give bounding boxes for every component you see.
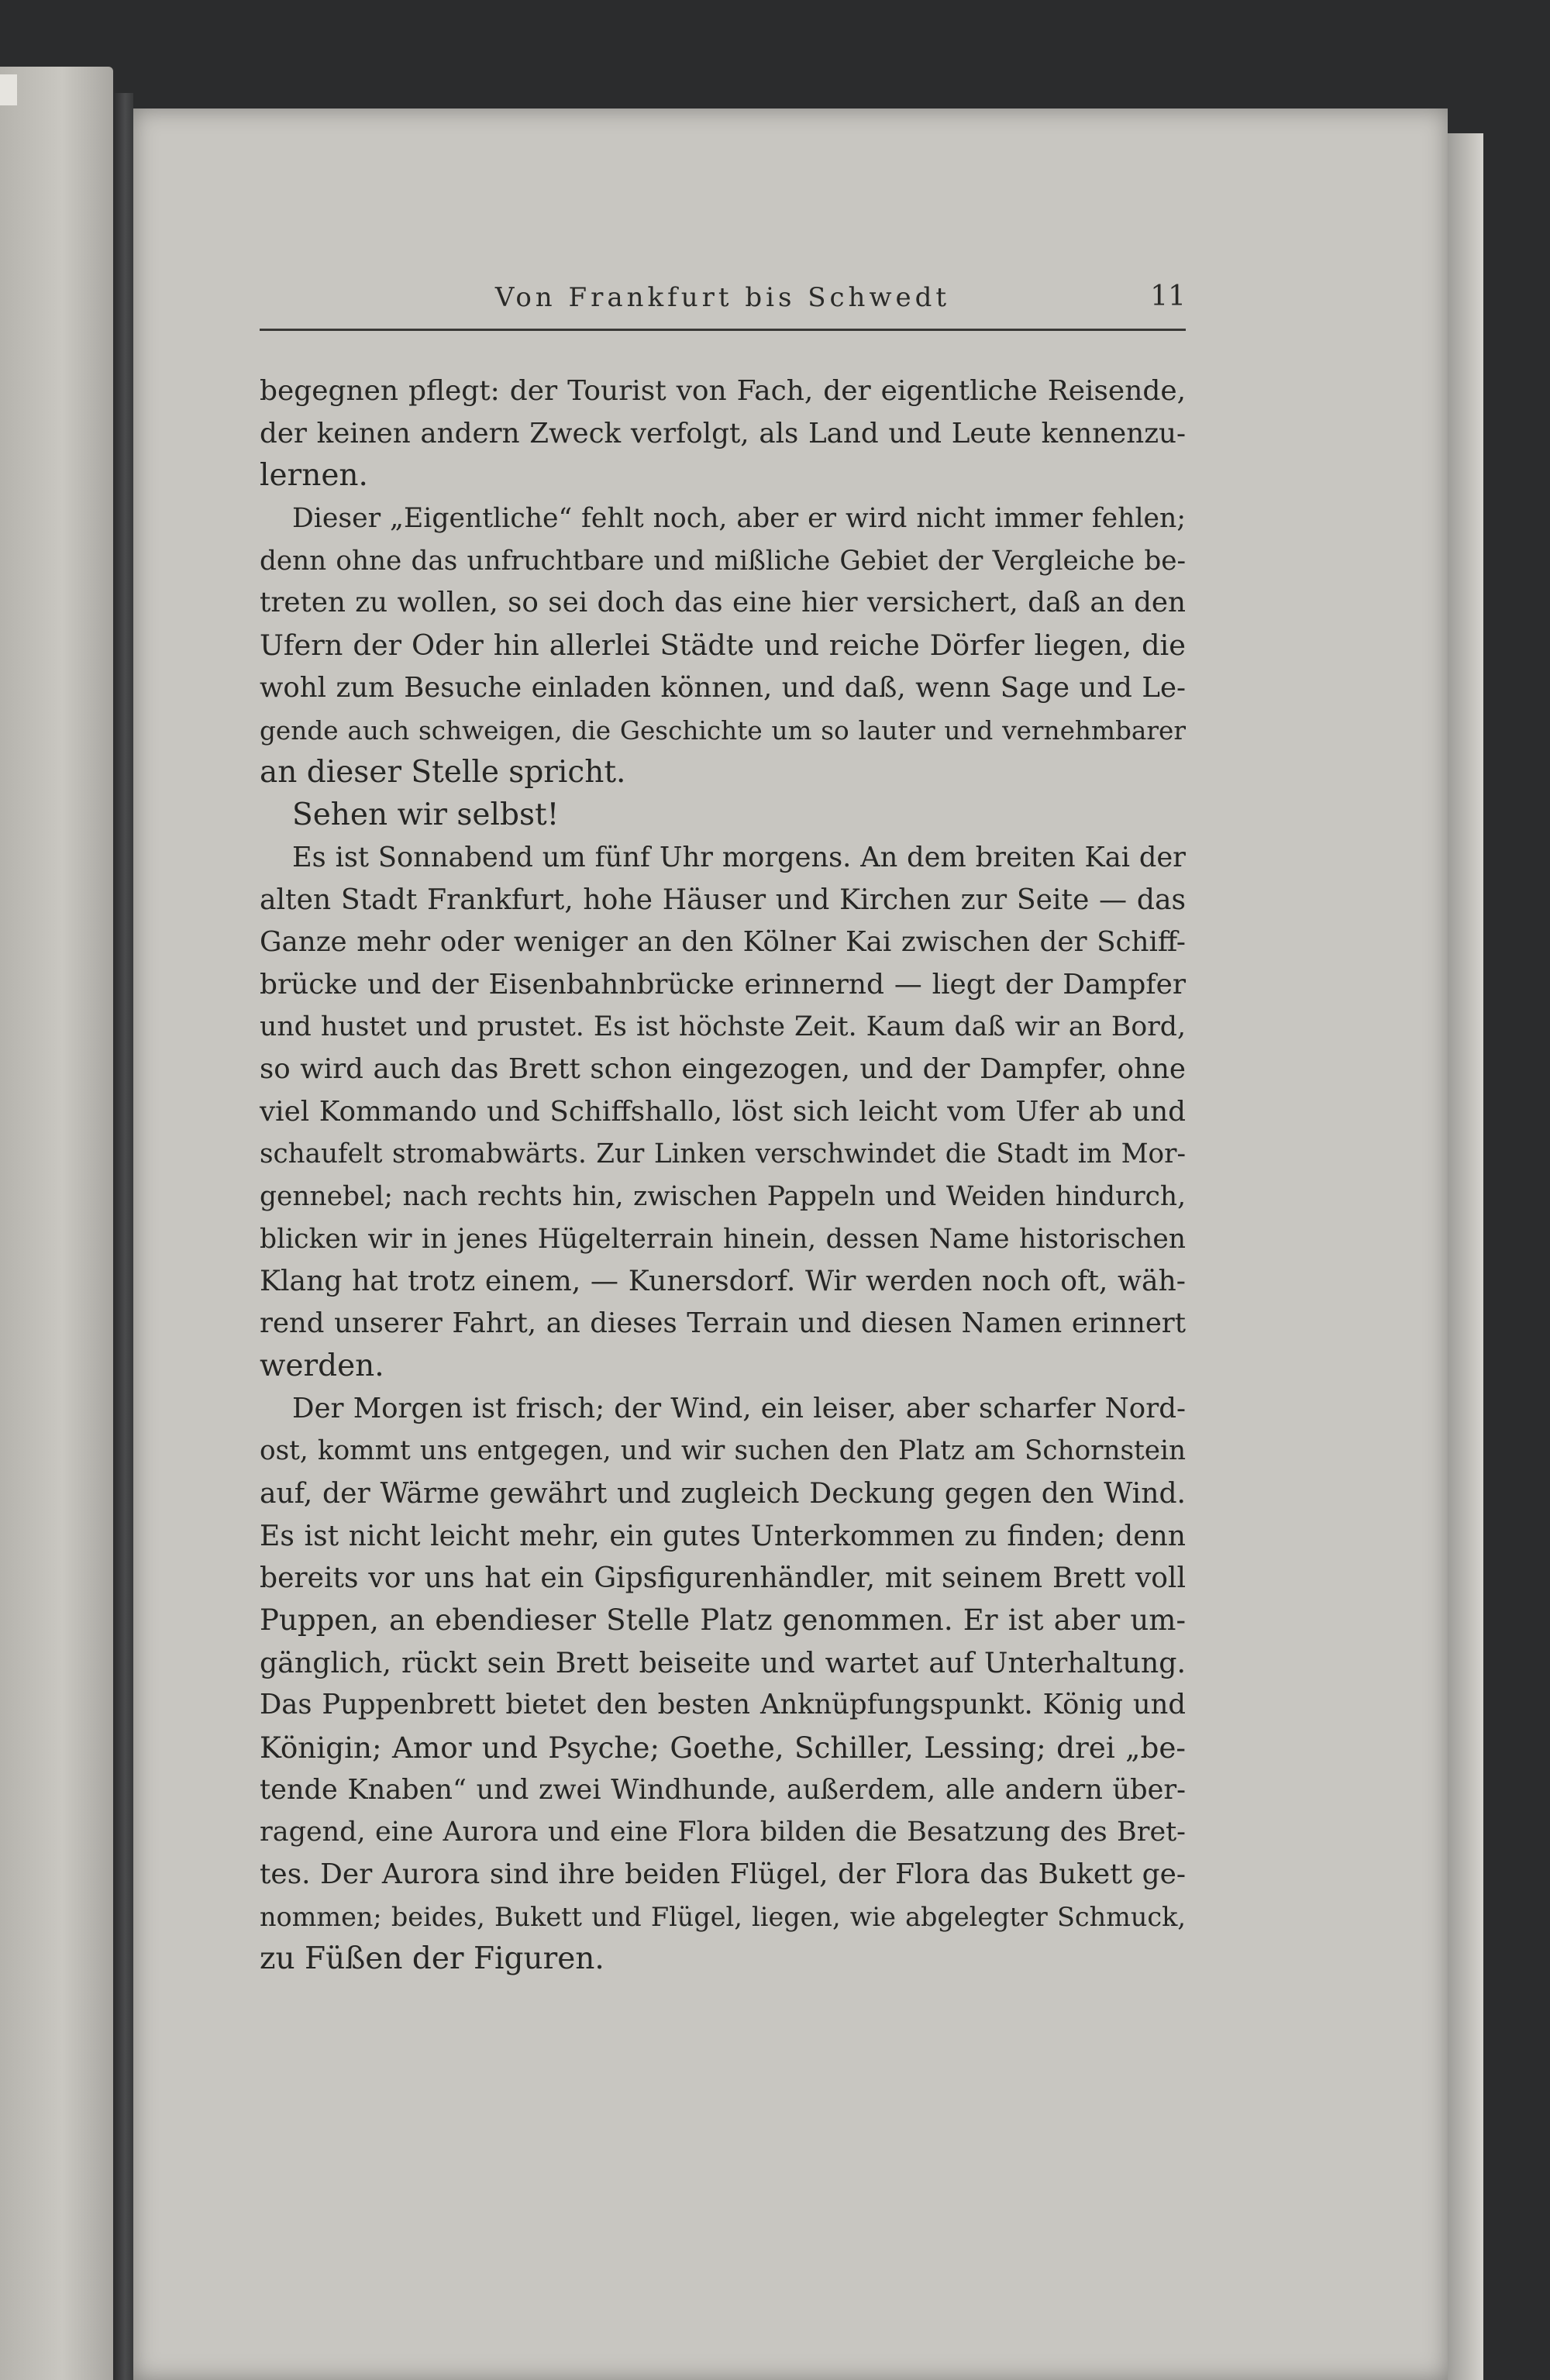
- text-line: Puppen, an ebendieser Stelle Platz genommen. Er ist aber um-: [260, 1603, 1186, 1637]
- text-line: nommen; beides, Bukett und Flügel, liegen, wie abgelegter Schmuck,: [260, 1901, 1186, 1932]
- text-line: rend unserer Fahrt, an dieses Terrain und diesen Namen erinnert: [260, 1307, 1186, 1340]
- text-line: Das Puppenbrett bietet den besten Anknüpfungspunkt. König und: [260, 1689, 1186, 1721]
- text-line: wohl zum Besuche einladen können, und daß, wenn Sage und Le-: [260, 671, 1186, 704]
- text-line: Der Morgen ist frisch; der Wind, ein leiser, aber scharfer Nord-: [292, 1392, 1186, 1424]
- text-line: treten zu wollen, so sei doch das eine hier versichert, daß an den: [260, 587, 1186, 619]
- text-line: der keinen andern Zweck verfolgt, als Land und Leute kennenzu-: [260, 417, 1186, 449]
- text-line: ost, kommt uns entgegen, und wir suchen den Platz am Schornstein: [260, 1435, 1186, 1467]
- text-line: so wird auch das Brett schon eingezogen, und der Dampfer, ohne: [260, 1053, 1186, 1085]
- text-line: alten Stadt Frankfurt, hohe Häuser und Kirchen zur Seite — das: [260, 883, 1186, 917]
- text-line: lernen.: [260, 458, 368, 494]
- text-line: tes. Der Aurora sind ihre beiden Flügel, der Flora das Bukett ge-: [260, 1858, 1186, 1891]
- text-line: denn ohne das unfruchtbare und mißliche Gebiet der Vergleiche be-: [260, 545, 1186, 577]
- text-line: gende auch schweigen, die Geschichte um so lauter und vernehmbarer: [260, 715, 1186, 746]
- book-gutter: [113, 93, 133, 2380]
- page-stack-edge: [1448, 133, 1483, 2380]
- text-line: Es ist Sonnabend um fünf Uhr morgens. An dem breiten Kai der: [292, 841, 1186, 873]
- text-line: Ganze mehr oder weniger an den Kölner Kai zwischen der Schiff-: [260, 925, 1186, 958]
- text-line: schaufelt stromabwärts. Zur Linken verschwindet die Stadt im Mor-: [260, 1138, 1186, 1170]
- page-number: 11: [1150, 281, 1186, 312]
- text-line: Sehen wir selbst!: [292, 797, 560, 832]
- text-line: brücke und der Eisenbahnbrücke erinnernd — liegt der Dampfer: [260, 968, 1186, 1001]
- text-line: Dieser „Eigentliche“ fehlt noch, aber er wird nicht immer fehlen;: [292, 503, 1186, 535]
- text-line: werden.: [260, 1348, 384, 1383]
- text-line: an dieser Stelle spricht.: [260, 755, 626, 790]
- text-line: ragend, eine Aurora und eine Flora bilden die Besatzung des Bret-: [260, 1817, 1186, 1848]
- page-header: [260, 274, 1186, 331]
- text-line: gennebel; nach rechts hin, zwischen Pappeln und Weiden hindurch,: [260, 1181, 1186, 1213]
- facing-page-edge: [0, 67, 113, 2380]
- text-line: Königin; Amor und Psyche; Goethe, Schiller, Lessing; drei „be-: [260, 1731, 1186, 1765]
- text-line: und hustet und prustet. Es ist höchste Zeit. Kaum daß wir an Bord,: [260, 1011, 1186, 1043]
- text-line: tende Knaben“ und zwei Windhunde, außerdem, alle andern über-: [260, 1773, 1186, 1806]
- text-line: bereits vor uns hat ein Gipsfigurenhändler, mit seinem Brett voll: [260, 1562, 1186, 1595]
- text-line: zu Füßen der Figuren.: [260, 1941, 604, 1977]
- text-line: blicken wir in jenes Hügelterrain hinein, dessen Name historischen: [260, 1223, 1186, 1255]
- text-line: begegnen pflegt: der Tourist von Fach, der eigentliche Reisende,: [260, 375, 1186, 407]
- body-text: [260, 370, 1186, 1981]
- facing-page-corner: [0, 74, 17, 105]
- text-line: Klang hat trotz einem, — Kunersdorf. Wir werden noch oft, wäh-: [260, 1264, 1186, 1298]
- text-line: viel Kommando und Schiffshallo, löst sich leicht vom Ufer ab und: [260, 1095, 1186, 1128]
- text-line: auf, der Wärme gewährt und zugleich Deckung gegen den Wind.: [260, 1476, 1186, 1510]
- text-line: Ufern der Oder hin allerlei Städte und reiche Dörfer liegen, die: [260, 629, 1186, 663]
- text-line: gänglich, rückt sein Brett beiseite und wartet auf Unterhaltung.: [260, 1645, 1186, 1679]
- text-line: Es ist nicht leicht mehr, ein gutes Unterkommen zu finden; denn: [260, 1519, 1186, 1552]
- running-title: Von Frankfurt bis Schwedt: [494, 282, 951, 313]
